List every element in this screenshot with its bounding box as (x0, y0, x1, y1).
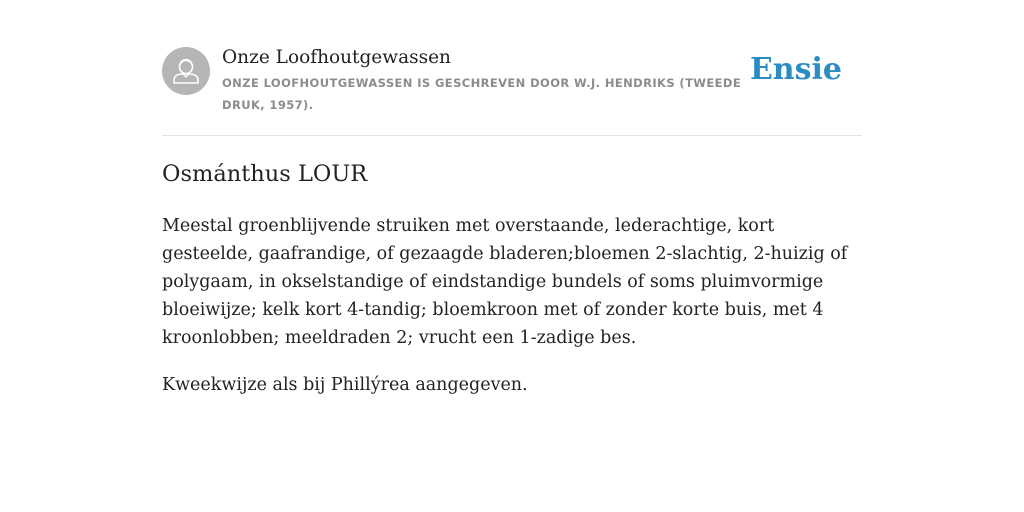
article-paragraph: Meestal groenblijvende struiken met overstaande, lederachtige, kort gesteelde, gaafrandige, of gezaagde bladeren;bloemen 2-slachtig, 2-huizig of polygaam, in okselstandige of eindstandige bundels of soms pluimvormige bloeiwijze; kelk kort 4-tandig; bloemkroon met of zonder korte buis, met 4 kroonlobben; meeldraden 2; vrucht een 1-zadige bes. (162, 216, 848, 348)
source-header (162, 46, 862, 136)
brand-logo[interactable]: Ensie (749, 52, 842, 87)
source-description: ONZE LOOFHOUTGEWASSEN IS GESCHREVEN DOOR W.J. HENDRIKS (TWEEDE DRUK, 1957). (222, 76, 742, 112)
person-outline-icon (162, 47, 210, 95)
source-title[interactable]: Onze Loofhoutgewassen (222, 47, 451, 68)
article-title: Osmánthus LOUR (162, 161, 368, 187)
user-avatar-icon[interactable] (162, 47, 210, 95)
article (162, 158, 862, 399)
article-paragraph: Kweekwijze als bij Phillýrea aangegeven. (162, 375, 528, 395)
